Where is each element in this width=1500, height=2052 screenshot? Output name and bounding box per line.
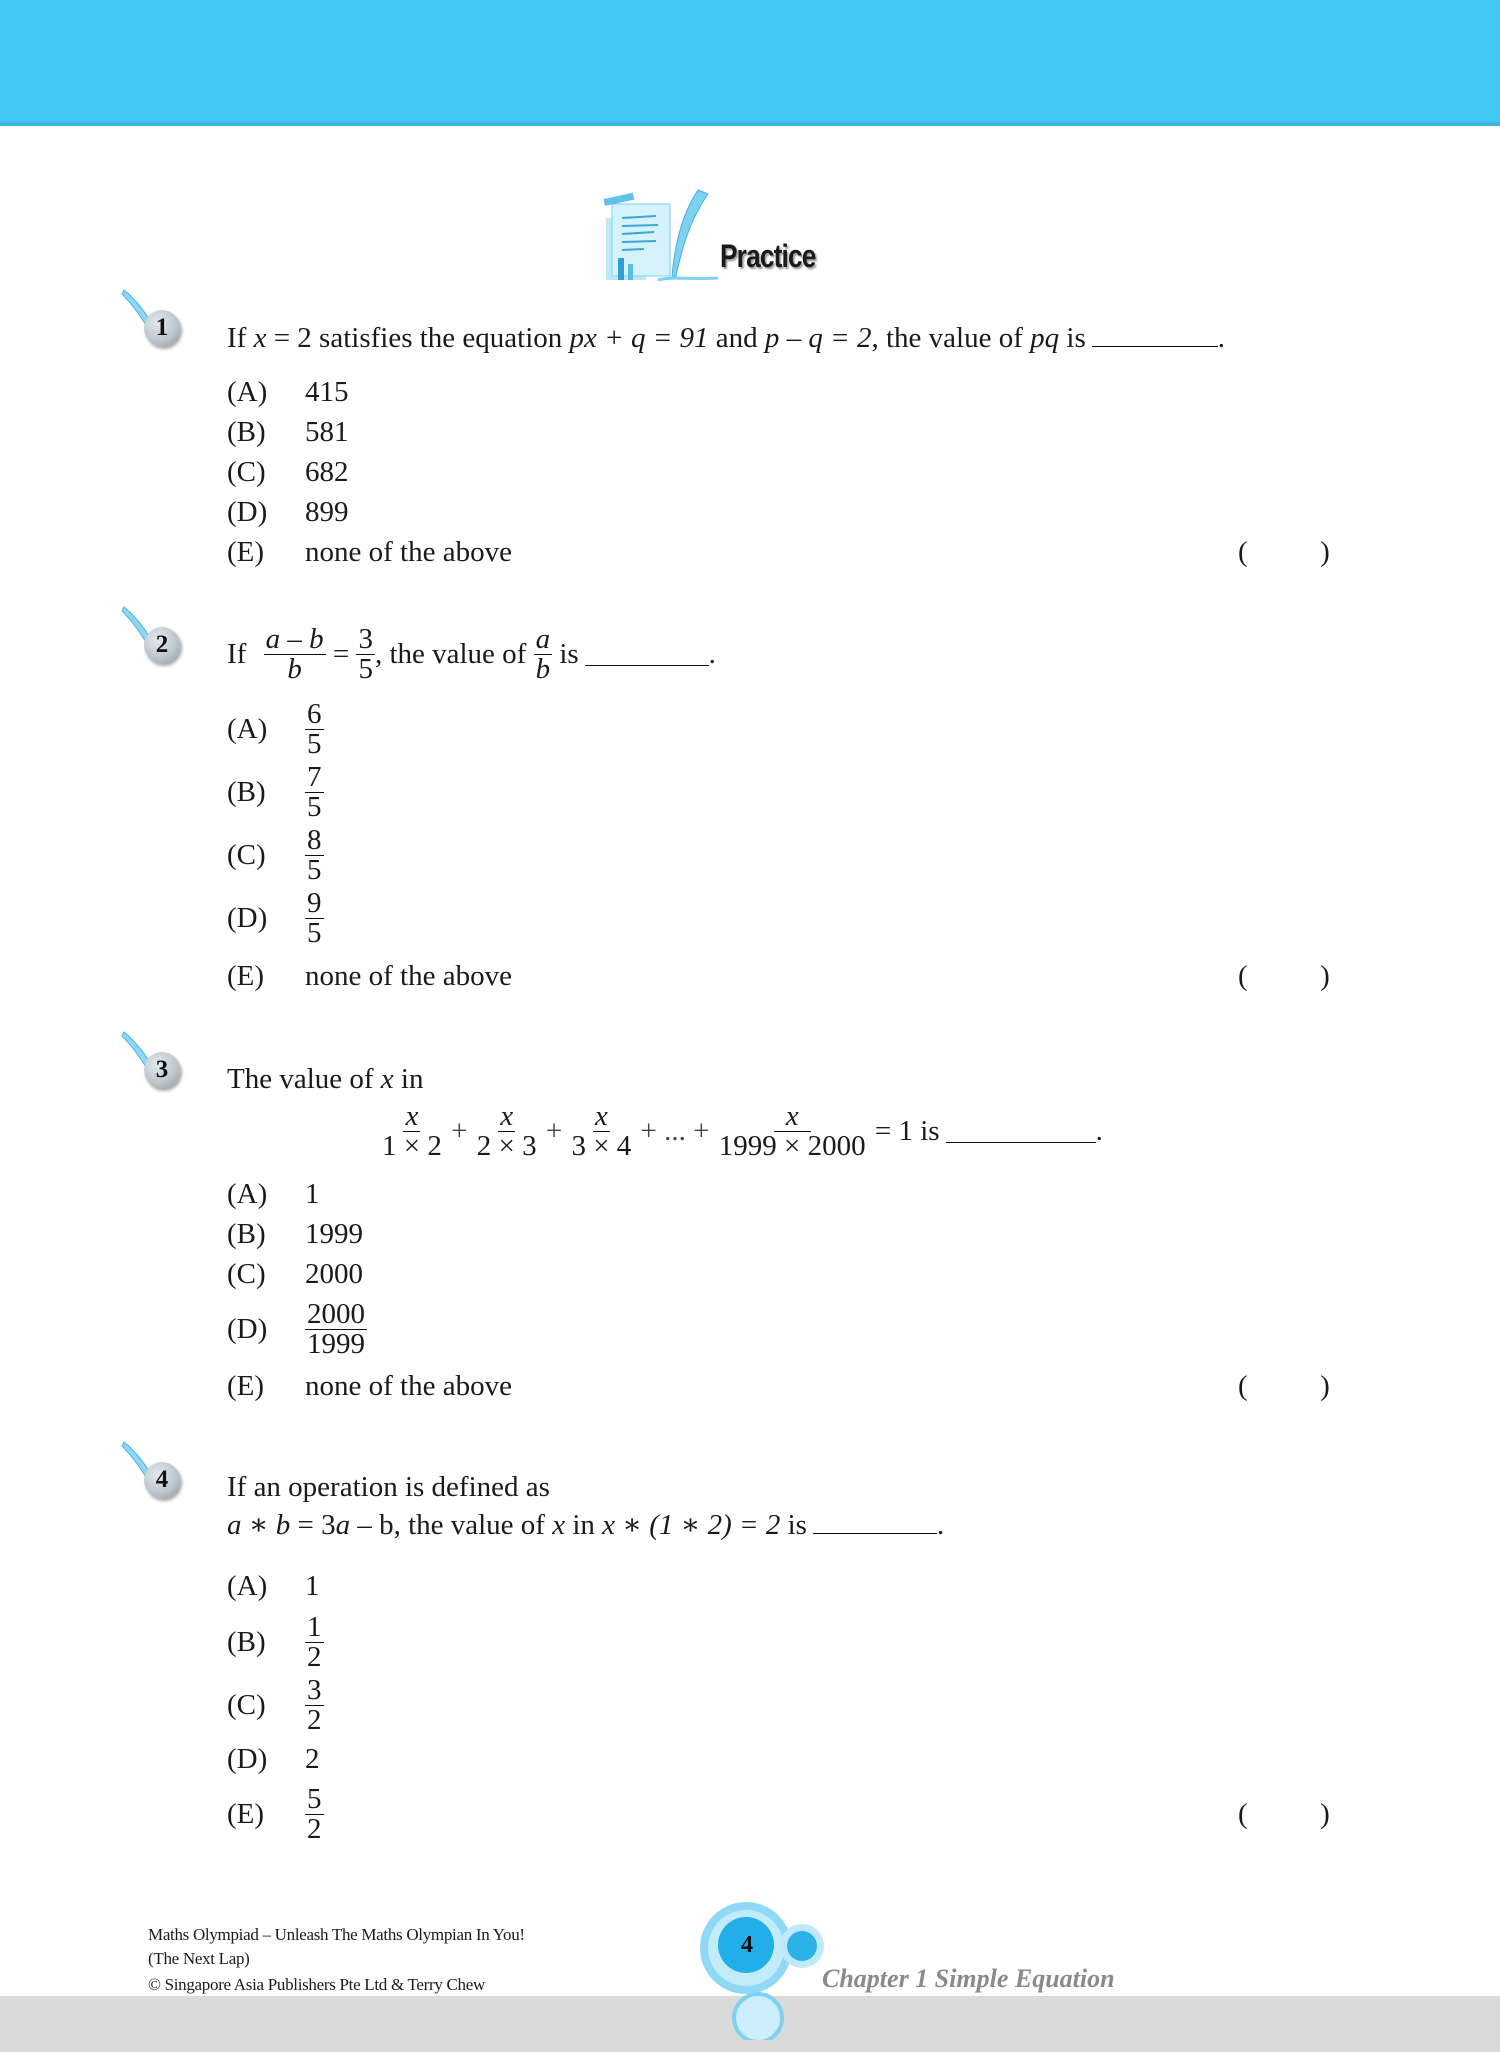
option-a[interactable]: (A) 415: [227, 376, 349, 408]
answer-blank[interactable]: [585, 643, 709, 666]
option-b[interactable]: (B) 581: [227, 416, 349, 448]
section-heading: [598, 188, 858, 288]
option-e[interactable]: (E) none of the above: [227, 1370, 512, 1402]
answer-box[interactable]: ( ): [1238, 1798, 1330, 1830]
chapter-title: Chapter 1 Simple Equation: [822, 1964, 1115, 1993]
header-band: [0, 0, 1500, 126]
option-e[interactable]: (E) none of the above: [227, 536, 512, 568]
option-c[interactable]: (C) 682: [227, 456, 349, 488]
option-b[interactable]: (B) $\frac{1}{2}$: [227, 1611, 322, 1673]
option-d[interactable]: (D) 899: [227, 496, 349, 528]
option-d[interactable]: (D) $\frac{9}{5}$: [227, 887, 322, 949]
section-title: Practice: [720, 238, 816, 274]
question-number-badge: 2: [120, 605, 200, 675]
option-e[interactable]: (E) none of the above: [227, 960, 512, 992]
book-credit: Maths Olympiad – Unleash The Maths Olympian In You! (The Next Lap) © Singapore Asia Publishers Pte Ltd & Terry Chew: [148, 1925, 525, 1994]
page-number: 4: [741, 1932, 753, 1958]
question-stem: The value of x in: [227, 1063, 424, 1095]
answer-blank[interactable]: [1092, 324, 1218, 347]
option-a[interactable]: (A) $\frac{6}{5}$: [227, 698, 322, 760]
question-stem: If an operation is defined as a ∗ b = 3a – b, the value of x in x ∗ (1 ∗ 2) = 2 is .: [227, 1471, 945, 1541]
answer-box[interactable]: ( ): [1238, 1370, 1330, 1402]
question-stem: If x = 2 satisfies the equation px + q = 91 and p – q = 2, the value of pq is .: [227, 322, 1225, 354]
option-a[interactable]: (A) 1: [227, 1178, 320, 1210]
option-d[interactable]: (D) $\frac{2000}{1999}$: [227, 1298, 365, 1360]
bubbles-icon: [676, 1900, 836, 2040]
answer-box[interactable]: ( ): [1238, 536, 1330, 568]
option-e[interactable]: (E) $\frac{5}{2}$: [227, 1783, 322, 1845]
answer-blank[interactable]: [946, 1120, 1096, 1143]
answer-blank[interactable]: [813, 1511, 937, 1534]
question-stem: If $\frac{a - b}{b}$ = $\frac{3}{5}$ , the value of $\frac{a}{b}$ is .: [227, 623, 716, 685]
question-number-badge: 1: [120, 288, 200, 358]
quill-and-paper-icon: [598, 188, 728, 288]
option-c[interactable]: (C) $\frac{3}{2}$: [227, 1674, 322, 1736]
page-number-badge: [676, 1900, 836, 2040]
option-b[interactable]: (B) $\frac{7}{5}$: [227, 761, 322, 823]
option-b[interactable]: (B) 1999: [227, 1218, 363, 1250]
question-number-badge: 3: [120, 1030, 200, 1100]
option-a[interactable]: (A) 1: [227, 1570, 320, 1602]
option-c[interactable]: (C) 2000: [227, 1258, 363, 1290]
question-number-badge: 4: [120, 1440, 200, 1510]
equation: $\frac{x}{1 \times 2}$ + $\frac{x}{2 \times 3}$ + $\frac{x}{3 \times 4}$ + ... + $\frac{x}{1999 \times 2000}$ = 1 is .: [382, 1100, 1103, 1162]
option-c[interactable]: (C) $\frac{8}{5}$: [227, 824, 322, 886]
answer-box[interactable]: ( ): [1238, 960, 1330, 992]
option-d[interactable]: (D) 2: [227, 1743, 320, 1775]
